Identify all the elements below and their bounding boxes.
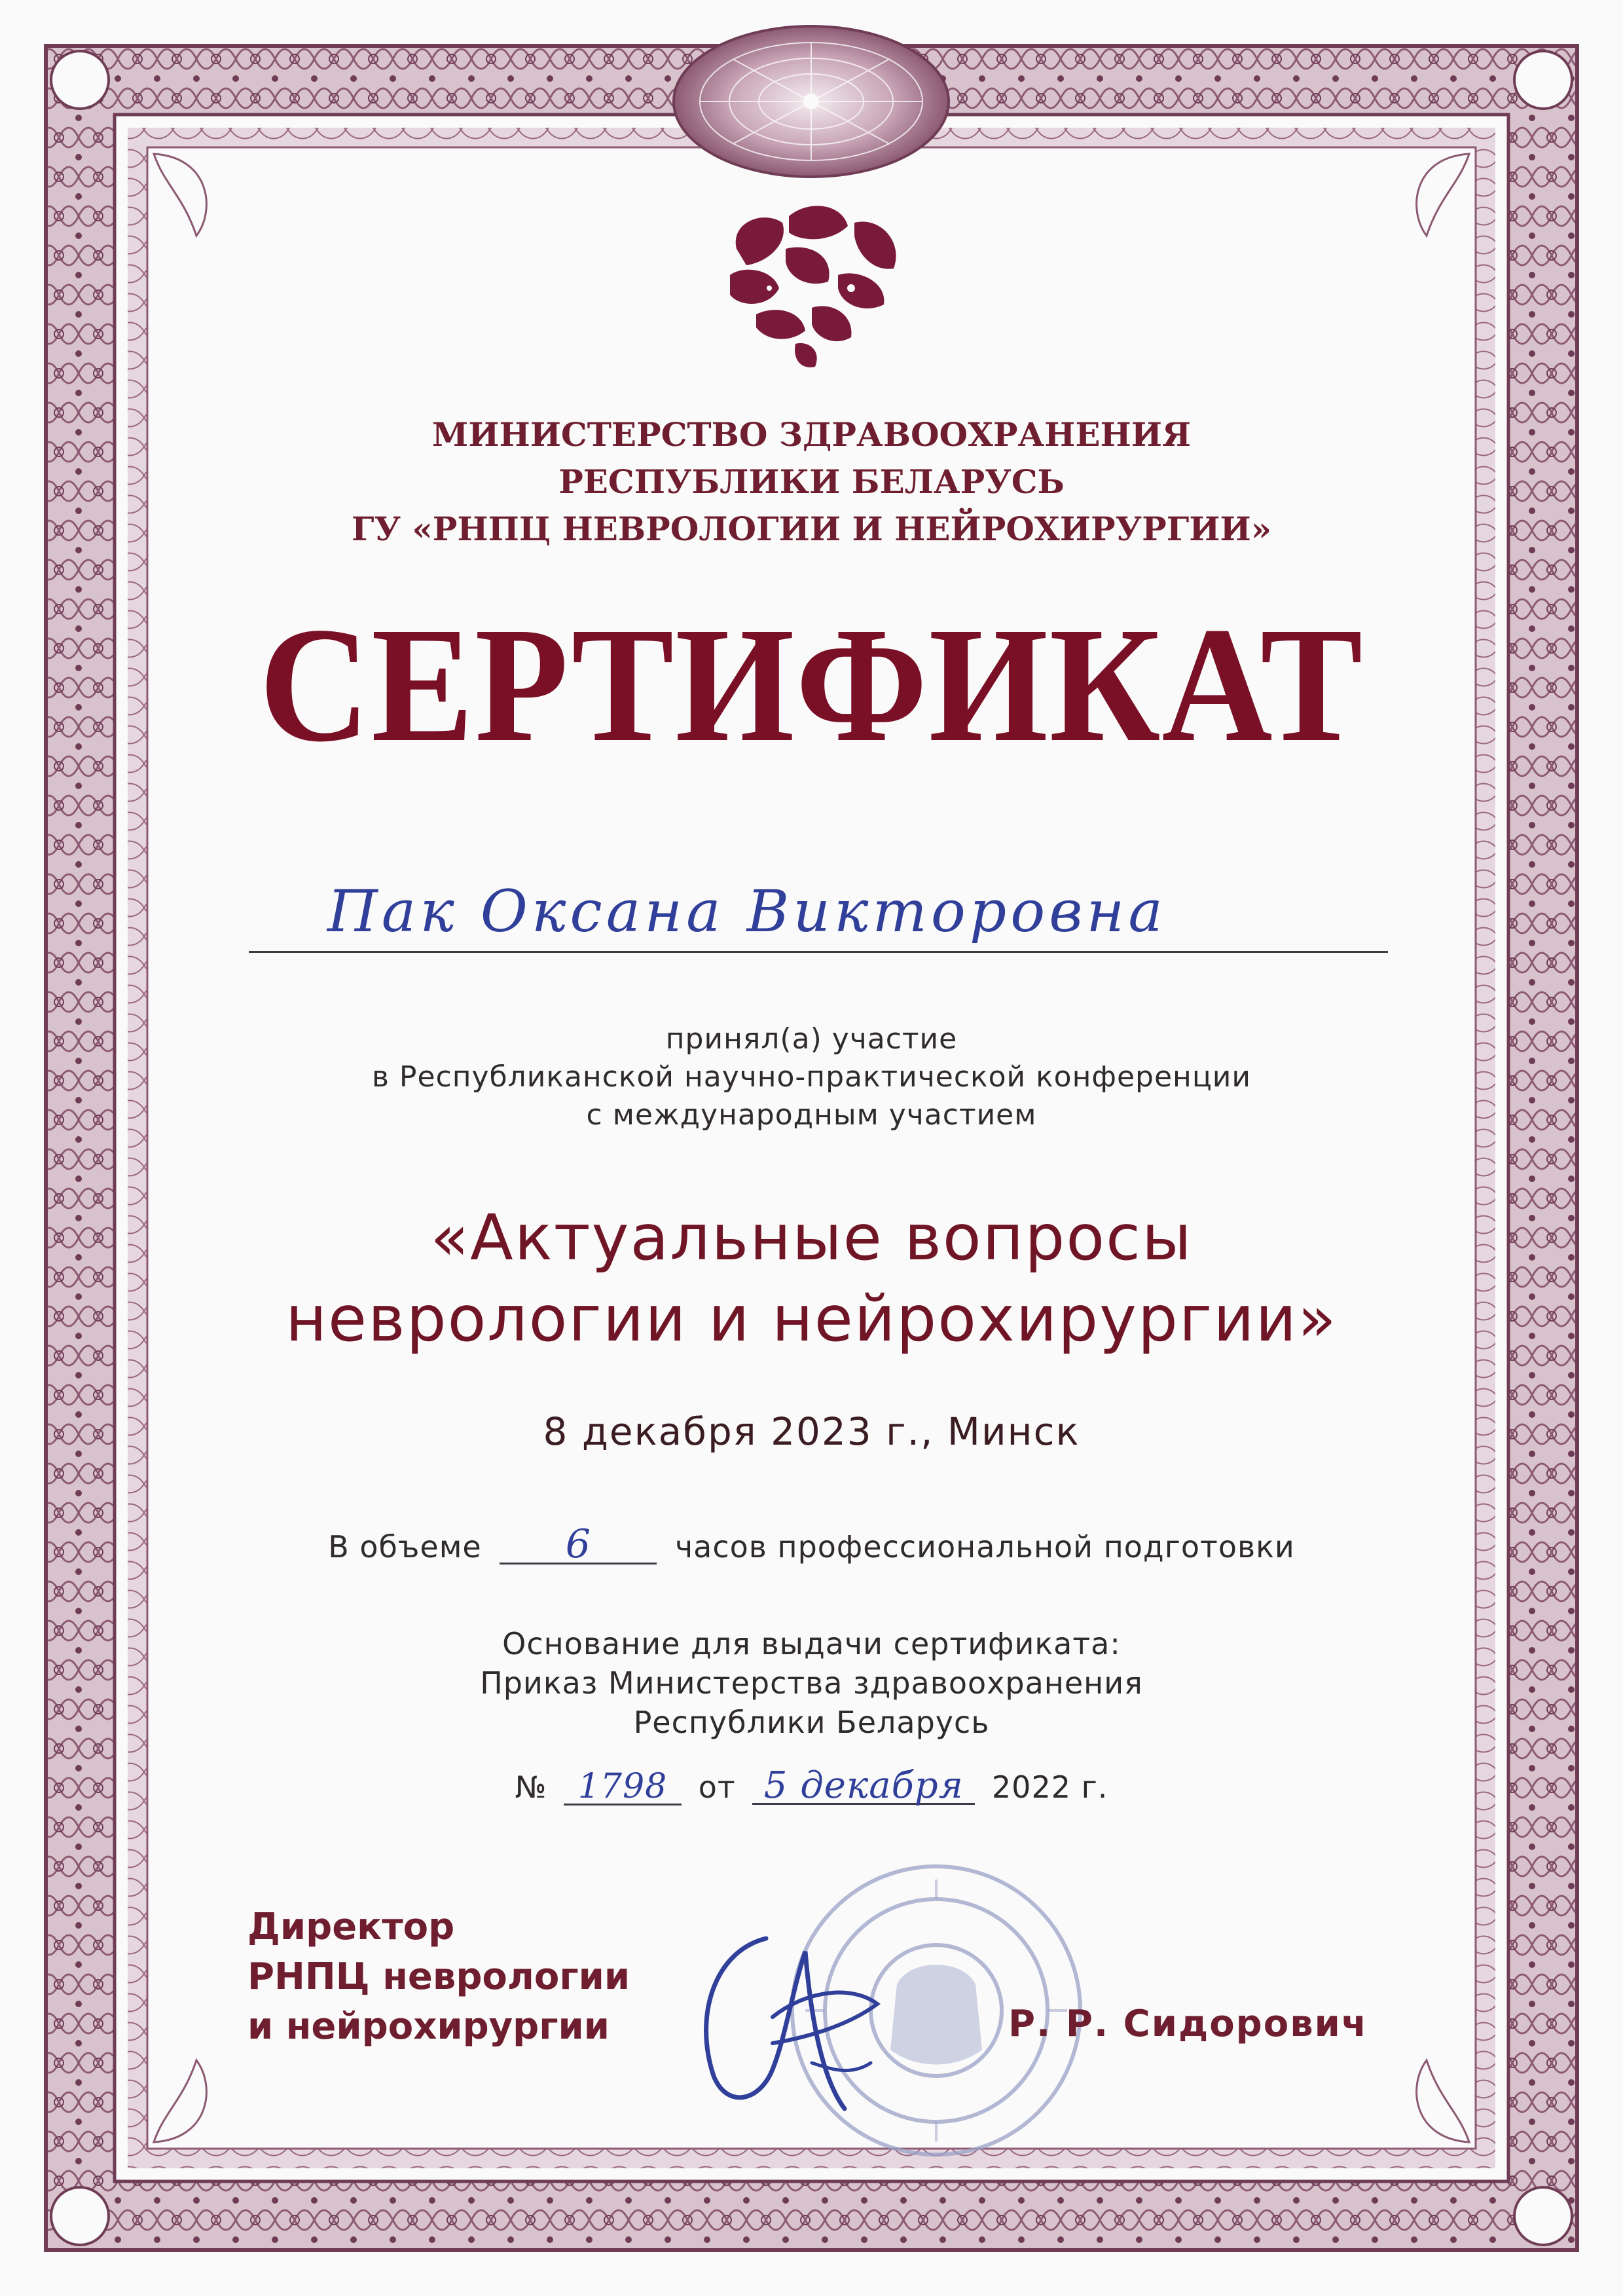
conference-title-line-2: неврологии и нейрохирургии» <box>285 1282 1338 1356</box>
hours-prefix: В объеме <box>328 1529 482 1565</box>
order-number-prefix: № <box>515 1769 547 1805</box>
participation-line-3: с международным участием <box>586 1098 1037 1132</box>
basis-line-3: Республики Беларусь <box>633 1705 990 1740</box>
recipient-name-line <box>249 951 1388 953</box>
hours-suffix: часов профессиональной подготовки <box>674 1529 1295 1565</box>
basis-line-1: Основание для выдачи сертификата: <box>502 1626 1121 1661</box>
basis-line-2: Приказ Министерства здравоохранения <box>480 1665 1143 1701</box>
director-title <box>247 1902 630 2052</box>
conference-date-place: 8 декабря 2023 г., Минск <box>543 1409 1080 1454</box>
hours-value: 6 <box>500 1526 657 1565</box>
recipient-name: Пак Оксана Викторовна <box>327 878 1167 945</box>
director-name: Р. Р. Сидорович <box>1008 2003 1368 2045</box>
conference-title <box>0 1197 1623 1360</box>
order-date-prefix: от <box>698 1769 736 1805</box>
ministry-header <box>0 411 1623 553</box>
participation-line-1: принял(а) участие <box>665 1022 958 1056</box>
institution-name: ГУ «РНПЦ НЕВРОЛОГИИ И НЕЙРОХИРУРГИИ» <box>352 509 1271 548</box>
order-year: 2022 г. <box>991 1769 1108 1805</box>
director-title-line-1: Директор <box>247 1906 455 1948</box>
director-title-line-2: РНПЦ неврологии <box>247 1955 630 1998</box>
brain-logo-icon <box>717 196 913 373</box>
order-number-line <box>0 1764 1623 1807</box>
hours-line <box>0 1521 1623 1567</box>
conference-title-line-1: «Актуальные вопросы <box>430 1201 1193 1274</box>
certificate-title: СЕРТИФИКАТ <box>259 593 1364 776</box>
participation-text <box>0 1020 1623 1134</box>
ministry-line-1: МИНИСТЕРСТВО ЗДРАВООХРАНЕНИЯ <box>431 415 1192 454</box>
participation-line-2: в Республиканской научно-практической конференции <box>372 1060 1251 1094</box>
director-title-line-3: и нейрохирургии <box>247 2005 610 2048</box>
order-number: 1798 <box>564 1769 682 1805</box>
top-rosette <box>674 26 949 177</box>
order-date: 5 декабря <box>752 1769 975 1805</box>
ministry-line-2: РЕСПУБЛИКИ БЕЛАРУСЬ <box>558 462 1065 501</box>
director-signature <box>674 1912 890 2128</box>
basis-text <box>0 1624 1623 1742</box>
